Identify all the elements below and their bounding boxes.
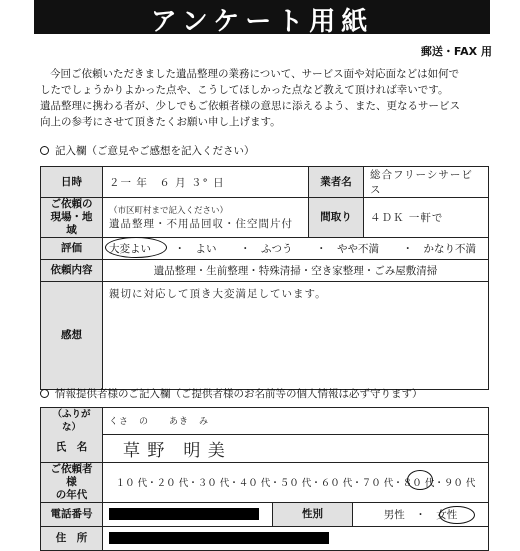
name-row: [41, 434, 489, 462]
rating-row: [41, 238, 489, 260]
rating-option-good[interactable]: ・ よい: [174, 243, 217, 255]
intro-line: 遺品整理に携わる者が、少しでもご依頼者様の意思に添えるよう、また、更なるサービス: [40, 100, 460, 112]
request-options[interactable]: 遺品整理・生前整理・特殊清掃・空き家整理・ごみ屋敷清掃: [103, 260, 489, 282]
gender-label: 性別: [273, 502, 353, 526]
gender-options-text: 男性 ・ 女性: [383, 508, 458, 521]
rating-options: [103, 238, 489, 260]
intro-line: 今回ご依頼いただきました遺品整理の業務について、サービス面や対応面などは如何で: [50, 68, 460, 80]
rating-option-average[interactable]: ・ ふつう: [240, 243, 293, 255]
site-label-line: 現場・地域: [50, 211, 93, 236]
address-field[interactable]: [103, 526, 489, 550]
site-note: （市区町村まで記入ください）: [109, 206, 229, 216]
rating-option-label: かなり不満: [423, 243, 476, 255]
provider-heading: [40, 386, 423, 401]
request-row: [41, 260, 489, 282]
address-row: [41, 526, 489, 550]
furigana-row: [41, 408, 489, 435]
site-row: [41, 198, 489, 238]
circle-bullet-icon: [40, 146, 49, 155]
address-label: 住 所: [41, 526, 103, 550]
intro-text: [40, 66, 490, 130]
redaction-bar: [109, 508, 259, 520]
rating-option-label: よい: [195, 243, 217, 255]
phone-row: [41, 502, 489, 526]
intro-line: 向上の参考にさせて頂きたくお願い申し上げます。: [40, 116, 281, 128]
form-title: アンケート用紙: [150, 7, 374, 37]
age-label-line: の年代: [55, 488, 88, 501]
site-value: 遺品整理・不用品回収・住空間片付: [109, 218, 293, 230]
survey-heading-text: 記入欄（ご意見やご感想を記入ください）: [55, 145, 255, 157]
selection-circle-icon: [407, 470, 433, 490]
gender-options[interactable]: [353, 502, 489, 526]
name-label: 氏 名: [41, 434, 103, 462]
survey-table: [40, 166, 489, 390]
redaction-bar: [109, 532, 329, 544]
age-row: [41, 462, 489, 502]
rating-option-label: ふつう: [261, 243, 293, 255]
rating-option-somewhat-dissatisfied[interactable]: ・ やや不満: [316, 243, 379, 255]
impression-row: [41, 282, 489, 390]
rating-option-label: 大変よい: [109, 243, 151, 255]
age-options-text: １０ 代・２０ 代・３０ 代・４０ 代・５０ 代・６０ 代・７０ 代・８０ 代・９０ 代: [115, 478, 476, 489]
layout-label: 間取り: [309, 198, 364, 238]
impression-field[interactable]: [103, 282, 489, 390]
provider-table: [40, 407, 489, 551]
age-label: [41, 462, 103, 502]
furigana-label: （ふりがな）: [41, 408, 103, 435]
request-label: 依頼内容: [41, 260, 103, 282]
provider-heading-text: 情報提供者様のご記入欄（ご提供者様のお名前等の個人情報は必ず守ります）: [55, 388, 423, 400]
circle-bullet-icon: [40, 389, 49, 398]
site-label: [41, 198, 103, 238]
phone-label: 電話番号: [41, 502, 103, 526]
furigana-field[interactable]: くさ の あき み: [103, 408, 489, 435]
rating-label: 評価: [41, 238, 103, 260]
age-options[interactable]: [103, 462, 489, 502]
selection-circle-icon: [439, 506, 475, 524]
layout-field[interactable]: ４ＤＫ 一軒で: [364, 198, 489, 238]
site-label-line: ご依頼の: [50, 198, 93, 210]
date-field[interactable]: ２一 年 ６ 月 ３° 日: [103, 167, 309, 198]
date-row: [41, 167, 489, 198]
rating-option-very-good[interactable]: [109, 241, 151, 256]
date-label: 日時: [41, 167, 103, 198]
intro-line: したでしょうかりよかった点や、こうしてほしかった点など教えて頂ければ幸いです。: [40, 84, 449, 96]
company-field[interactable]: 総合フリーシサービス: [364, 167, 489, 198]
phone-field[interactable]: [103, 502, 273, 526]
survey-heading: [40, 143, 255, 158]
rating-option-very-dissatisfied[interactable]: ・ かなり不満: [402, 243, 476, 255]
impression-text: 親切に対応して頂き大変満足しています。: [109, 288, 327, 300]
submission-mode: 郵送・FAX 用: [420, 45, 492, 58]
title-bar: [34, 0, 490, 37]
age-label-line: ご依頼者様: [50, 462, 93, 488]
impression-label: 感想: [41, 282, 103, 390]
selection-circle-icon: [105, 237, 167, 258]
name-field[interactable]: 草 野 明 美: [103, 434, 489, 462]
site-field[interactable]: [103, 198, 309, 238]
company-label: 業者名: [309, 167, 364, 198]
rating-option-label: やや不満: [337, 243, 379, 255]
